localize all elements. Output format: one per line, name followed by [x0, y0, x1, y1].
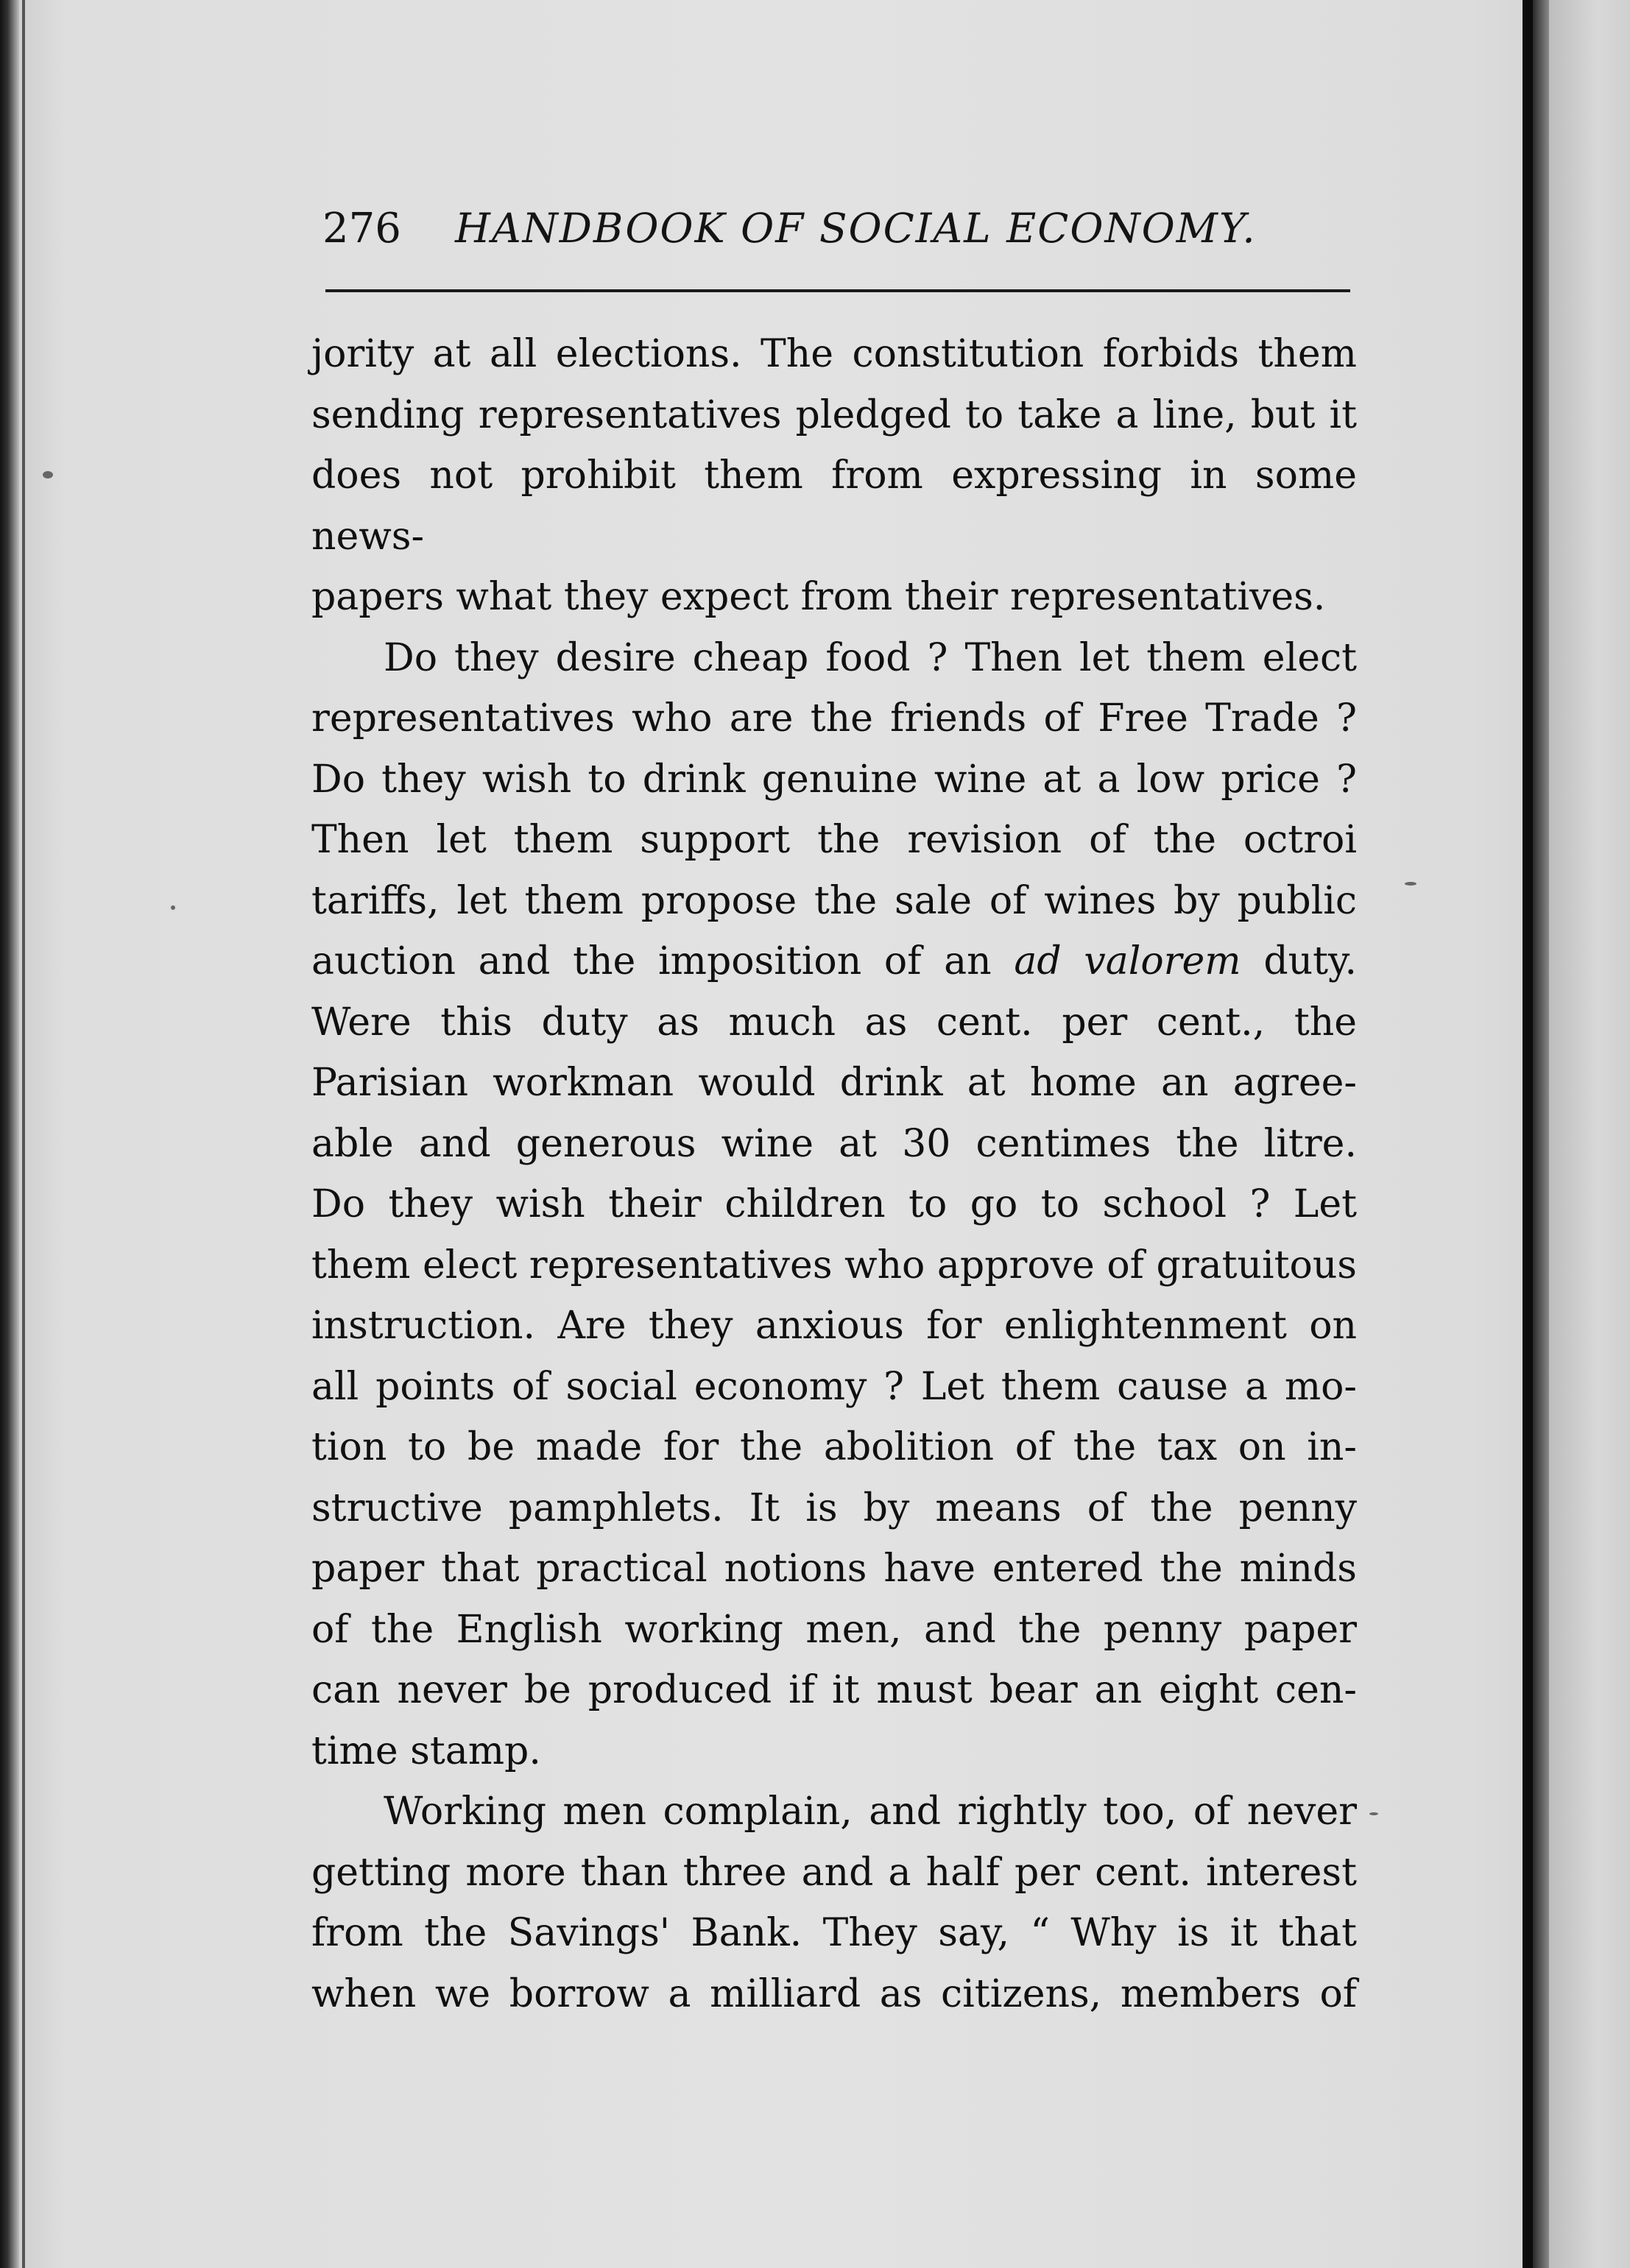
text-line: representatives who are the friends of Free Trade ? — [311, 696, 1357, 741]
running-head — [322, 197, 1346, 271]
text-line: all points of social economy ? Let them cause a mo- — [311, 1364, 1357, 1409]
scan-speck — [1405, 882, 1416, 886]
book-spine — [1523, 0, 1533, 2268]
text-line: from the Savings' Bank. They say, “ Why is it that — [311, 1911, 1357, 1955]
text-line: of the English working men, and the penny paper — [311, 1607, 1357, 1652]
text-line: papers what they expect from their representatives. — [311, 575, 1326, 619]
text-line: Do they wish their children to go to school ? Let — [311, 1182, 1357, 1226]
text-line: able and generous wine at 30 centimes the litre. — [311, 1121, 1357, 1166]
text-line: jority at all elections. The constitution forbids them — [311, 332, 1357, 376]
text-line: Parisian workman would drink at home an agree- — [311, 1061, 1357, 1105]
scan-speck — [43, 471, 53, 478]
text-segment: duty. — [1241, 939, 1358, 983]
paragraph-1 — [311, 324, 1357, 628]
text-line: Do they desire cheap food ? Then let them elect — [384, 635, 1357, 680]
left-edge-line — [22, 0, 25, 2268]
text-line: paper that practical notions have entered the minds — [311, 1547, 1357, 1591]
page-number: 276 — [322, 205, 401, 252]
facing-page-edge — [1549, 0, 1630, 2268]
left-page-edge — [0, 0, 19, 2268]
spine-shadow — [1533, 0, 1549, 2268]
scan-speck — [171, 905, 175, 910]
text-line: Working men complain, and rightly too, of never — [384, 1790, 1357, 1834]
text-line: tion to be made for the abolition of the tax on in- — [311, 1425, 1357, 1469]
scan-speck — [1369, 1812, 1378, 1815]
text-line: can never be produced if it must bear an eight cen- — [311, 1668, 1357, 1712]
italic-phrase: ad valorem — [1014, 939, 1241, 983]
text-line: structive pamphlets. It is by means of the penny — [311, 1485, 1357, 1530]
text-line: tariffs, let them propose the sale of wines by public — [311, 878, 1357, 923]
text-line: Do they wish to drink genuine wine at a low price ? — [311, 757, 1357, 802]
text-line: sending representatives pledged to take a line, but it — [311, 392, 1357, 437]
paragraph-3 — [311, 1781, 1357, 2024]
text-segment: auction and the imposition of an — [311, 939, 1015, 983]
text-line: them elect representatives who approve of gratuitous — [311, 1243, 1357, 1287]
header-rule — [325, 289, 1350, 292]
text-line: when we borrow a milliard as citizens, members of — [311, 1971, 1357, 2016]
running-title: HANDBOOK OF SOCIAL ECONOMY. — [455, 205, 1257, 252]
text-line: does not prohibit them from expressing in some news- — [311, 453, 1357, 559]
text-line: getting more than three and a half per cent. interest — [311, 1850, 1357, 1895]
text-line-with-italic — [311, 931, 1357, 992]
paragraph-2 — [311, 628, 1357, 1782]
text-line: Were this duty as much as cent. per cent., the — [311, 1000, 1357, 1045]
body-text — [311, 324, 1357, 2024]
text-line: Then let them support the revision of the octroi — [311, 818, 1357, 862]
text-line: time stamp. — [311, 1728, 541, 1773]
text-line: instruction. Are they anxious for enlightenment on — [311, 1304, 1357, 1348]
